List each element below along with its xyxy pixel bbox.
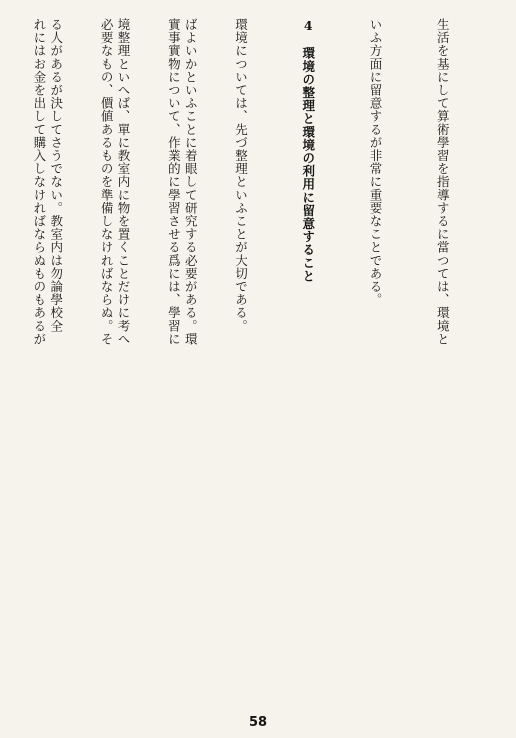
- text-line: いふ方面に留意するが非常に重要なことである。: [367, 18, 383, 307]
- text-line: 實事實物について、作業的に學習させる爲には、學習に: [166, 18, 182, 346]
- page-number: 58: [248, 715, 268, 730]
- text-line: 境整理といへば、單に教室内に物を置くことだけに考へ: [115, 18, 131, 346]
- left-text-column: [16, 18, 246, 696]
- text-line: れにはお金を出して購入しなければならぬものもあるが: [31, 18, 47, 346]
- text-line: 必要なもの、價値あるものを準備しなければならぬ。そ: [99, 18, 115, 346]
- section-number: 4: [300, 18, 316, 34]
- text-line: 生活を基にして算術學習を指導するに當つては、環境と: [435, 18, 451, 346]
- section-heading-4: [296, 18, 318, 696]
- text-line: ばよいかといふことに着眼して研究する必要がある。環: [183, 18, 199, 346]
- text-line: る人があるが決してさうでない。教室内は勿論學校全: [48, 18, 64, 333]
- text-line: 環境については、先づ整理といふことが大切である。: [233, 18, 249, 333]
- section-title: 環境の整理と環境の利用に留意すること: [300, 46, 316, 283]
